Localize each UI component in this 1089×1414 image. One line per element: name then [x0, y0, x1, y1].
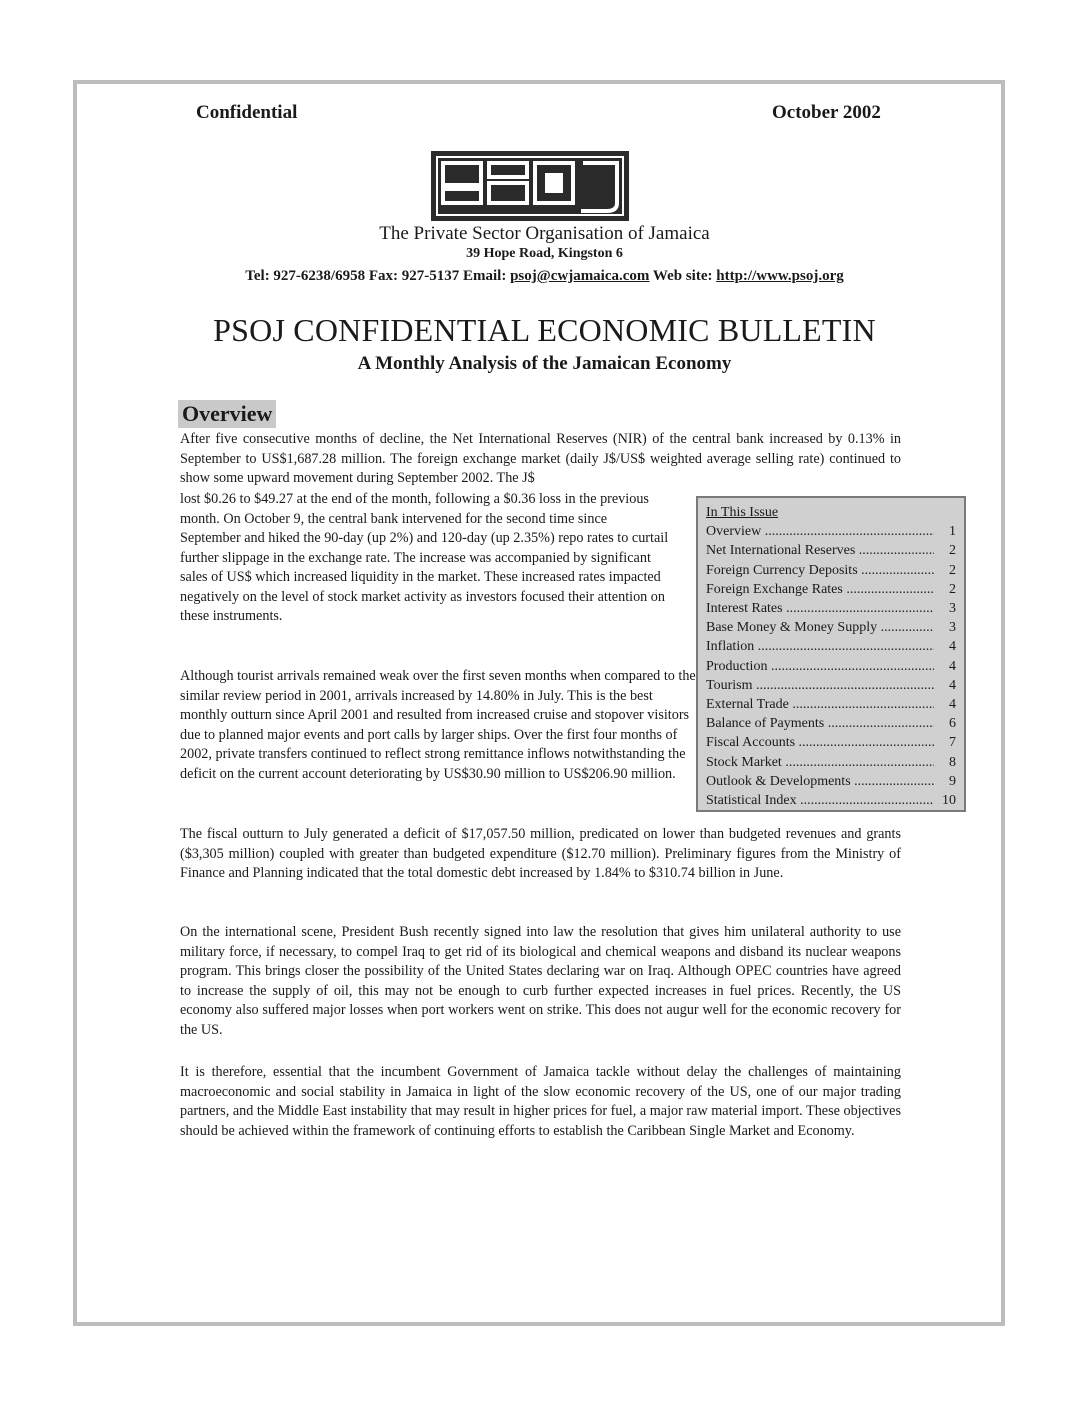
toc-item[interactable] [706, 714, 956, 733]
toc-item-label: Interest Rates ..... [706, 599, 934, 618]
toc-item-page: 4 [949, 639, 956, 655]
contact-prefix: Tel: 927-6238/6958 Fax: 927-5137 Email: [245, 268, 511, 284]
toc-item[interactable] [706, 618, 956, 637]
toc-item-label: Base Money & Money Supply ..... [706, 618, 934, 637]
toc-item-page: 10 [942, 793, 956, 809]
bulletin-title: PSOJ CONFIDENTIAL ECONOMIC BULLETIN [213, 312, 876, 348]
paragraph-tourism [180, 667, 700, 784]
paragraph-conclusion: It is therefore, essential that the incumbent Government of Jamaica tackle without delay the challenges of maintaining macroeconomic and social stability in Jamaica in light of the slow economic recovery of the US, one of our major trading partners, and the Middle East instability that may result in higher prices for fuel, a major raw material import. These objectives should be achieved within the framework of continuing efforts to establish the Caribbean Single Market and Economy. [180, 1064, 901, 1139]
toc-item-label: Inflation ..... [706, 637, 934, 656]
toc-item-page: 1 [949, 524, 956, 540]
paragraph-international: On the international scene, President Bush recently signed into law the resolution that gives him unilateral authority to use military force, if necessary, to compel Iraq to get rid of its biological and chemical weapons and disband its nuclear weapons program. This brings closer the possibility of the United States declaring war on Iraq. Although OPEC countries have agreed to increase the supply of oil, this may not be enough to curb further expected increases in fuel prices. Recently, the US economy also suffered major losses when port workers went on strike. This does not augur well for the economic recovery for the US. [180, 924, 901, 1038]
org-name: The Private Sector Organisation of Jamaica [379, 223, 710, 244]
section-heading: Overview [178, 400, 276, 428]
toc-item-page: 3 [949, 620, 956, 636]
toc-item[interactable] [706, 541, 956, 560]
website-label: Web site: [649, 268, 717, 284]
toc-item-label: Balance of Payments ..... [706, 714, 934, 733]
toc-item-page: 2 [949, 543, 956, 559]
bulletin-subtitle: A Monthly Analysis of the Jamaican Economy [357, 353, 732, 374]
toc-item[interactable] [706, 637, 956, 656]
toc-item-label: Fiscal Accounts ..... [706, 733, 934, 752]
toc-item-page: 2 [949, 581, 956, 597]
toc-item-label: Statistical Index ..... [706, 791, 934, 810]
in-this-issue-box [696, 496, 966, 812]
toc-item-page: 3 [949, 601, 956, 617]
toc-item-label: Outlook & Developments ..... [706, 772, 934, 791]
toc-item-label: Tourism ..... [706, 676, 934, 695]
toc-item-label: Overview ..... [706, 522, 934, 541]
toc-item[interactable] [706, 599, 956, 618]
psoj-logo [431, 151, 629, 221]
toc-item-page: 6 [949, 716, 956, 732]
toc-item-page: 2 [949, 562, 956, 578]
toc-item-page: 4 [949, 658, 956, 674]
paragraph-nir: After five consecutive months of decline, the Net International Reserves (NIR) of the central bank increased by 0.13% in September to US$1,687.28 million. The foreign exchange market (daily J$/US$ weighted average selling rate) continued to show some upward movement during September 2002. The J$ [180, 431, 901, 486]
toc-list [706, 522, 956, 810]
toc-item[interactable] [706, 791, 956, 810]
toc-item-label: Foreign Currency Deposits ..... [706, 561, 934, 580]
toc-item-page: 8 [949, 754, 956, 770]
toc-item[interactable] [706, 580, 956, 599]
paragraph-tourism-text: Although tourist arrivals remained weak over the first seven months when compared to the similar review period in 2001, arrivals increased by 14.80% in July. This is the best monthly outturn since April 2001 and resulted from increased cruise and stopover visitors due to planned major events and port calls by larger ships. Over the first four months of 2002, private transfers continued to reflect strong remittance inflows notwithstanding the deficit on the current account deteriorating by US$30.90 million to US$206.90 million. [180, 668, 696, 782]
toc-item[interactable] [706, 772, 956, 791]
toc-item-label: Production ..... [706, 657, 934, 676]
paragraph-exchange: lost $0.26 to $49.27 at the end of the month, following a $0.36 loss in the previous month. On October 9, the central bank intervened for the second time since September and hiked the 90-day (up 2%) and 120-day (up 2.35%) repo rates to curtail further slippage in the exchange rate. The increase was accompanied by significant sales of US$ which increased liquidity in the market. These increased rates impacted negatively on the level of stock market activity as investors focused their attention on these instruments. [180, 491, 669, 624]
toc-item-page: 9 [949, 773, 956, 789]
toc-item-page: 4 [949, 677, 956, 693]
confidential-label: Confidential [196, 102, 298, 123]
org-address: 39 Hope Road, Kingston 6 [466, 246, 623, 261]
toc-item[interactable] [706, 561, 956, 580]
toc-item[interactable] [706, 695, 956, 714]
email-link[interactable]: psoj@cwjamaica.com [510, 268, 650, 284]
toc-item-label: External Trade ..... [706, 695, 934, 714]
toc-item[interactable] [706, 753, 956, 772]
toc-item[interactable] [706, 676, 956, 695]
issue-date: October 2002 [772, 102, 881, 123]
toc-item[interactable] [706, 657, 956, 676]
toc-item-page: 4 [949, 697, 956, 713]
toc-item-label: Foreign Exchange Rates ..... [706, 580, 934, 599]
toc-item[interactable] [706, 522, 956, 541]
toc-title: In This Issue [706, 505, 779, 520]
toc-item-page: 7 [949, 735, 956, 751]
org-contact [0, 268, 1089, 285]
toc-item[interactable] [706, 733, 956, 752]
website-link[interactable]: http://www.psoj.org [716, 268, 844, 284]
toc-item-label: Net International Reserves ..... [706, 541, 934, 560]
paragraph-fiscal: The fiscal outturn to July generated a deficit of $17,057.50 million, predicated on lower than budgeted revenues and grants ($3,305 million) coupled with greater than budgeted expenditure ($12.70 million). Preliminary figures from the Ministry of Finance and Planning indicated that the total domestic debt increased by 1.84% to $310.74 billion in June. [180, 826, 901, 881]
toc-item-label: Stock Market ..... [706, 753, 934, 772]
